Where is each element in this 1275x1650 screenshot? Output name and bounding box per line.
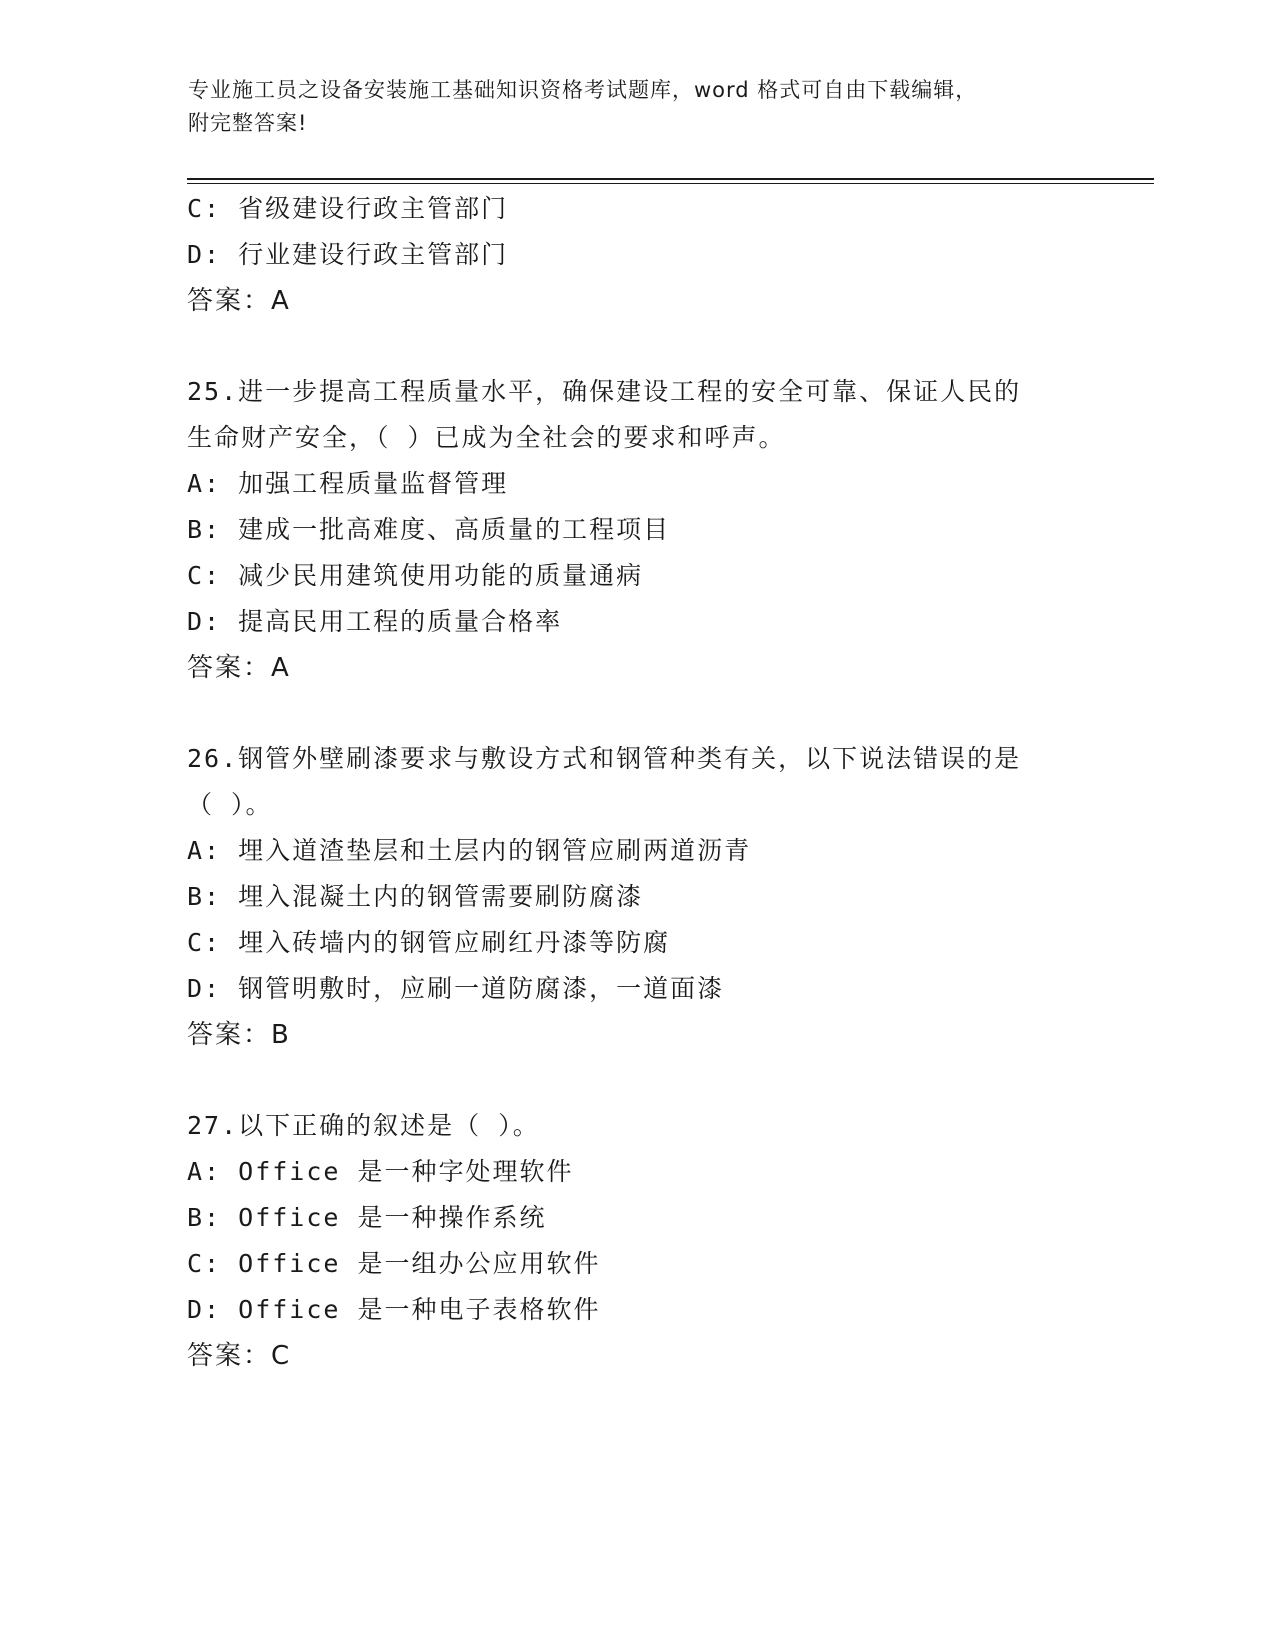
spacer	[187, 1058, 1087, 1103]
spacer	[187, 691, 1087, 736]
answer-line: 答案：B	[187, 1020, 291, 1050]
header-rule-thin	[187, 183, 1154, 184]
question-stem-line: 27.以下正确的叙述是（ ）。	[187, 1111, 540, 1140]
option-b: B: 埋入混凝土内的钢管需要刷防腐漆	[187, 882, 644, 911]
question-27-block	[187, 1103, 1087, 1379]
option-d: D: Office 是一种电子表格软件	[187, 1295, 601, 1324]
option-d: D: 行业建设行政主管部门	[187, 240, 509, 269]
page-header	[188, 74, 1068, 140]
option-b: B: Office 是一种操作系统	[187, 1203, 547, 1232]
answer-line: 答案：C	[187, 1341, 292, 1371]
option-a: A: 埋入道渣垫层和土层内的钢管应刷两道沥青	[187, 836, 752, 865]
spacer	[187, 324, 1087, 369]
header-rule-thick	[187, 178, 1154, 180]
prev-question-block	[187, 186, 1087, 324]
question-stem-line: 26.钢管外壁刷漆要求与敷设方式和钢管种类有关，以下说法错误的是	[187, 744, 1022, 773]
option-d: D: 提高民用工程的质量合格率	[187, 607, 563, 636]
option-c: C: 埋入砖墙内的钢管应刷红丹漆等防腐	[187, 928, 671, 957]
option-c: C: 减少民用建筑使用功能的质量通病	[187, 561, 644, 590]
question-stem-line: 生命财产安全，（ ）已成为全社会的要求和呼声。	[187, 423, 786, 452]
header-line-1: 专业施工员之设备安装施工基础知识资格考试题库，word 格式可自由下载编辑，	[188, 78, 978, 102]
answer-line: 答案：A	[187, 286, 291, 316]
option-a: A: 加强工程质量监督管理	[187, 469, 509, 498]
header-line-2: 附完整答案!	[188, 111, 308, 135]
option-c: C: 省级建设行政主管部门	[187, 194, 509, 223]
option-c: C: Office 是一组办公应用软件	[187, 1249, 601, 1278]
option-b: B: 建成一批高难度、高质量的工程项目	[187, 515, 671, 544]
option-a: A: Office 是一种字处理软件	[187, 1157, 574, 1186]
question-25-block	[187, 369, 1087, 691]
question-stem-line: （ ）。	[187, 790, 273, 819]
question-content	[187, 186, 1087, 1379]
question-stem-line: 25.进一步提高工程质量水平，确保建设工程的安全可靠、保证人民的	[187, 377, 1022, 406]
question-26-block	[187, 736, 1087, 1058]
option-d: D: 钢管明敷时，应刷一道防腐漆，一道面漆	[187, 974, 725, 1003]
answer-line: 答案：A	[187, 653, 291, 683]
